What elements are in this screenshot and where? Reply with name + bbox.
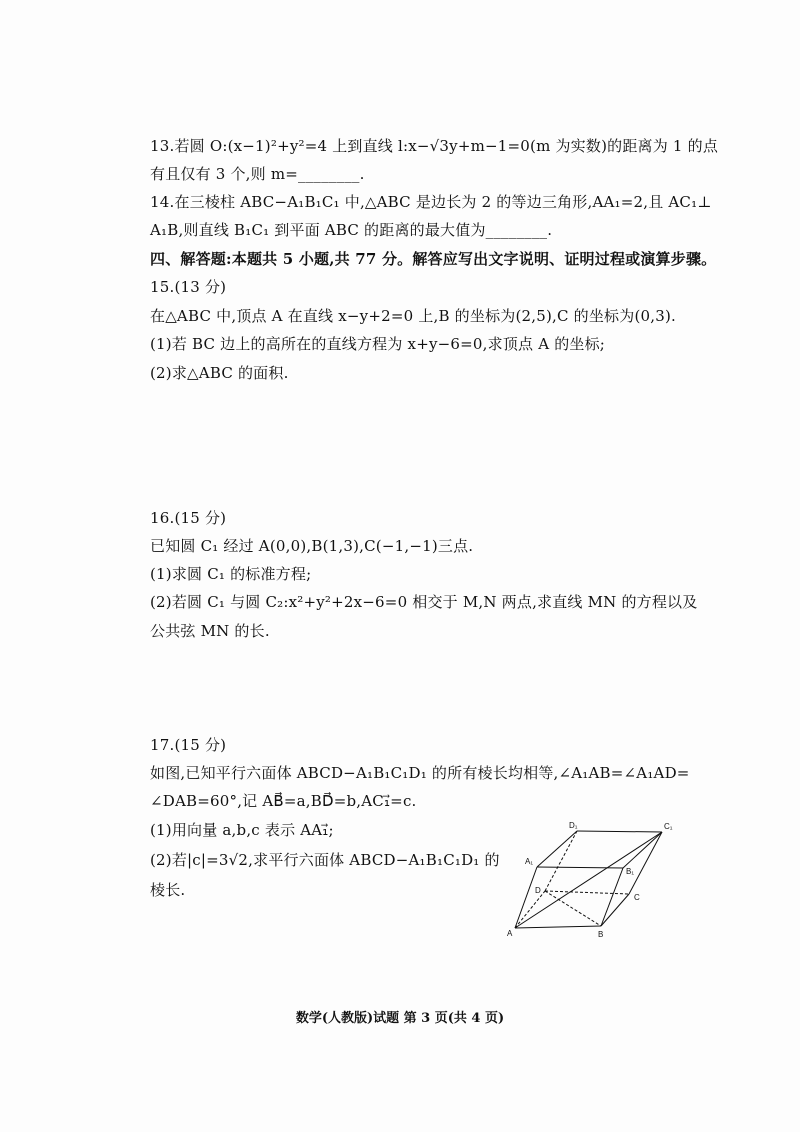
label-a: A	[507, 929, 513, 938]
q16-part-2-line-1: (2)若圆 C₁ 与圆 C₂:x²+y²+2x−6=0 相交于 M,N 两点,求直线 MN 的方程以及	[150, 593, 698, 611]
edge-aa1	[515, 867, 537, 928]
page-footer: 数学(人教版)试题 第 3 页(共 4 页)	[295, 1011, 505, 1026]
q17-part-2-line-2: 棱长.	[150, 881, 186, 899]
q15-stem: 在△ABC 中,顶点 A 在直线 x−y+2=0 上,B 的坐标为(2,5),C 的坐标为(0,3).	[150, 307, 676, 325]
parallelepiped-figure	[505, 812, 690, 942]
q16-part-1: (1)求圆 C₁ 的标准方程;	[150, 565, 312, 583]
q16-part-2-line-2: 公共弦 MN 的长.	[150, 622, 270, 640]
edge-a1b1	[537, 867, 623, 868]
q14-line-2: A₁B,则直线 B₁C₁ 到平面 ABC 的距离的最大值为________.	[150, 221, 553, 239]
edge-ab	[515, 926, 601, 928]
edge-bb1	[601, 868, 623, 926]
edge-d1a1	[537, 831, 577, 867]
label-d1: D₁	[569, 821, 578, 830]
q13-line-2: 有且仅有 3 个,则 m=________.	[150, 165, 365, 183]
edge-dd1-hidden	[545, 831, 577, 891]
label-c: C	[634, 893, 640, 902]
q16-stem: 已知圆 C₁ 经过 A(0,0),B(1,3),C(−1,−1)三点.	[150, 537, 474, 555]
label-d: D	[535, 886, 541, 895]
edge-b1c1	[623, 832, 662, 868]
edge-cc1	[629, 832, 662, 894]
q17-part-1: (1)用向量 a,b,c 表示 AA₁⃗;	[150, 821, 334, 839]
q13-line-1: 13.若圆 O:(x−1)²+y²=4 上到直线 l:x−√3y+m−1=0(m 为实数)的距离为 1 的点	[150, 137, 719, 155]
edge-bc	[601, 894, 629, 926]
q17-stem-line-2: ∠DAB=60°,记 AB⃗=a,BD⃗=b,AC₁⃗=c.	[150, 792, 417, 810]
q15-part-2: (2)求△ABC 的面积.	[150, 364, 289, 382]
diagonal-bd-hidden	[545, 891, 601, 926]
label-b1: B₁	[626, 867, 635, 876]
q14-line-1: 14.在三棱柱 ABC−A₁B₁C₁ 中,△ABC 是边长为 2 的等边三角形,AA₁=2,且 AC₁⊥	[150, 193, 712, 211]
edge-ad-hidden	[515, 891, 545, 928]
q15-part-1: (1)若 BC 边上的高所在的直线方程为 x+y−6=0,求顶点 A 的坐标;	[150, 335, 606, 353]
q15-heading: 15.(13 分)	[150, 278, 227, 296]
label-b: B	[598, 930, 604, 939]
q17-part-2-line-1: (2)若|c|=3√2,求平行六面体 ABCD−A₁B₁C₁D₁ 的	[150, 851, 500, 869]
label-c1: C₁	[664, 822, 673, 831]
section-four-heading: 四、解答题:本题共 5 小题,共 77 分。解答应写出文字说明、证明过程或演算步骤。	[150, 250, 717, 268]
q16-heading: 16.(15 分)	[150, 509, 227, 527]
label-a1: A₁	[525, 857, 534, 866]
q17-stem-line-1: 如图,已知平行六面体 ABCD−A₁B₁C₁D₁ 的所有棱长均相等,∠A₁AB=∠A₁AD=	[150, 764, 690, 782]
diagonal-ac1	[515, 832, 662, 928]
edge-c1d1	[577, 831, 662, 832]
q17-heading: 17.(15 分)	[150, 736, 227, 754]
edge-dc-hidden	[545, 891, 629, 894]
